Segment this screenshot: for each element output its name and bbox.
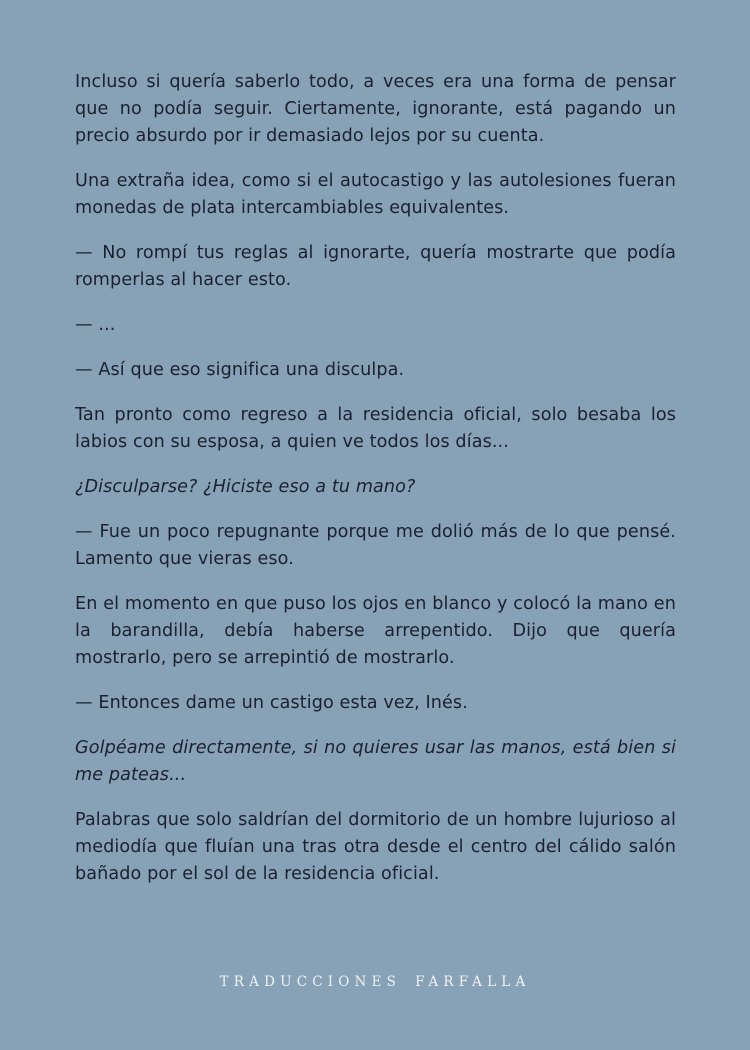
paragraph-3: Tan pronto como regreso a la residencia oficial, solo besaba los labios con su esposa, a quien ve todos los días... bbox=[75, 405, 676, 452]
footer-credit bbox=[0, 974, 750, 990]
footer-word-2: FARFALLA bbox=[415, 974, 531, 990]
inner-thought-2: Golpéame directamente, si no quieres usar las manos, está bien si me pateas... bbox=[75, 738, 676, 785]
footer-word-1: TRADUCCIONES bbox=[219, 974, 402, 990]
paragraph-1: Incluso si quería saberlo todo, a veces era una forma de pensar que no podía seguir. Ciertamente, ignorante, está pagando un precio absurdo por ir demasiado lejos por su cuenta. bbox=[75, 72, 676, 146]
dialogue-line-2: — ... bbox=[75, 315, 116, 335]
inner-thought-1: ¿Disculparse? ¿Hiciste eso a tu mano? bbox=[75, 477, 416, 497]
dialogue-line-5: — Entonces dame un castigo esta vez, Inés. bbox=[75, 693, 468, 713]
document-body bbox=[75, 69, 676, 906]
dialogue-line-1: — No rompí tus reglas al ignorarte, quería mostrarte que podía romperlas al hacer esto. bbox=[75, 243, 676, 290]
paragraph-2: Una extraña idea, como si el autocastigo y las autolesiones fueran monedas de plata intercambiables equivalentes. bbox=[75, 171, 676, 218]
paragraph-5: Palabras que solo saldrían del dormitorio de un hombre lujurioso al mediodía que fluían una tras otra desde el centro del cálido salón bañado por el sol de la residencia oficial. bbox=[75, 810, 676, 884]
dialogue-line-3: — Así que eso significa una disculpa. bbox=[75, 360, 405, 380]
dialogue-line-4: — Fue un poco repugnante porque me dolió más de lo que pensé. Lamento que vieras eso. bbox=[75, 522, 676, 569]
paragraph-4: En el momento en que puso los ojos en blanco y colocó la mano en la barandilla, debía haberse arrepentido. Dijo que quería mostrarlo, pero se arrepintió de mostrarlo. bbox=[75, 594, 676, 668]
